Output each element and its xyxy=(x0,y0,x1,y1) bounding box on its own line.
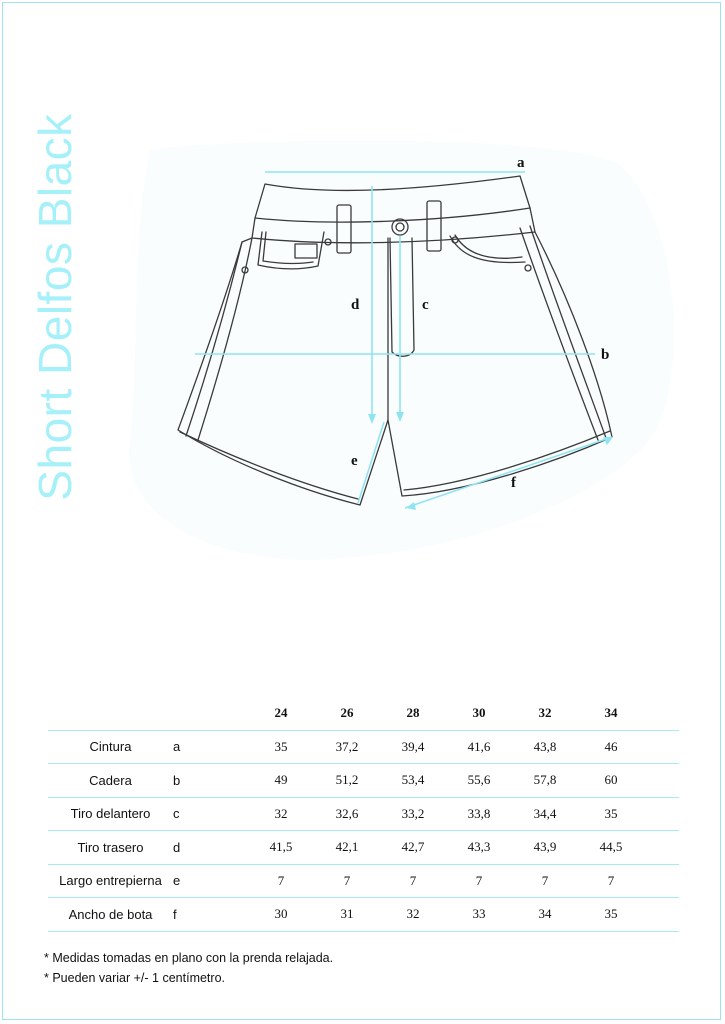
measure-value: 51,2 xyxy=(314,764,380,798)
measure-name: Cintura xyxy=(48,730,173,764)
size-header: 30 xyxy=(446,697,512,730)
measure-value: 7 xyxy=(578,864,644,898)
measure-value: 41,5 xyxy=(248,831,314,865)
header-blank xyxy=(48,697,173,730)
measure-value: 43,8 xyxy=(512,730,578,764)
measure-value: 49 xyxy=(248,764,314,798)
size-header-row xyxy=(48,697,679,730)
measure-name: Ancho de bota xyxy=(48,898,173,932)
measure-name: Cadera xyxy=(48,764,173,798)
table-row xyxy=(48,898,679,932)
measure-code: d xyxy=(173,831,248,865)
measure-value: 46 xyxy=(578,730,644,764)
measure-value: 32,6 xyxy=(314,797,380,831)
measure-code: f xyxy=(173,898,248,932)
table-row xyxy=(48,831,679,865)
header-blank-end xyxy=(644,697,679,730)
label-a: a xyxy=(517,155,525,171)
measure-value: 43,9 xyxy=(512,831,578,865)
label-e: e xyxy=(351,453,358,469)
measure-value: 31 xyxy=(314,898,380,932)
measure-value: 44,5 xyxy=(578,831,644,865)
measure-value: 41,6 xyxy=(446,730,512,764)
table-row xyxy=(48,764,679,798)
measure-value: 35 xyxy=(248,730,314,764)
measure-value: 37,2 xyxy=(314,730,380,764)
measure-code: c xyxy=(173,797,248,831)
measure-value: 33,2 xyxy=(380,797,446,831)
measure-value: 30 xyxy=(248,898,314,932)
row-end xyxy=(644,831,679,865)
row-end xyxy=(644,730,679,764)
product-title: Short Delfos Black xyxy=(29,113,81,501)
measure-value: 43,3 xyxy=(446,831,512,865)
measure-value: 7 xyxy=(446,864,512,898)
measure-value: 34 xyxy=(512,898,578,932)
measure-value: 57,8 xyxy=(512,764,578,798)
measure-value: 34,4 xyxy=(512,797,578,831)
size-header: 32 xyxy=(512,697,578,730)
measure-value: 42,1 xyxy=(314,831,380,865)
size-table xyxy=(48,697,679,932)
size-header: 28 xyxy=(380,697,446,730)
measure-name: Largo entrepierna xyxy=(48,864,173,898)
measure-value: 39,4 xyxy=(380,730,446,764)
label-d: d xyxy=(351,297,360,313)
measure-name: Tiro delantero xyxy=(48,797,173,831)
measure-value: 33,8 xyxy=(446,797,512,831)
measure-value: 55,6 xyxy=(446,764,512,798)
table-row xyxy=(48,730,679,764)
measure-value: 35 xyxy=(578,898,644,932)
measure-value: 33 xyxy=(446,898,512,932)
size-header: 26 xyxy=(314,697,380,730)
measure-code: e xyxy=(173,864,248,898)
table-row xyxy=(48,797,679,831)
table-row xyxy=(48,864,679,898)
notes xyxy=(44,948,333,988)
note-line: * Medidas tomadas en plano con la prenda relajada. xyxy=(44,951,334,965)
label-b: b xyxy=(601,347,610,363)
header-blank-code xyxy=(173,697,248,730)
measure-value: 53,4 xyxy=(380,764,446,798)
measure-value: 32 xyxy=(380,898,446,932)
measure-value: 32 xyxy=(248,797,314,831)
row-end xyxy=(644,764,679,798)
measure-value: 42,7 xyxy=(380,831,446,865)
size-header: 34 xyxy=(578,697,644,730)
size-header: 24 xyxy=(248,697,314,730)
measure-code: a xyxy=(173,730,248,764)
note-line: * Pueden variar +/- 1 centímetro. xyxy=(44,971,225,985)
measure-value: 7 xyxy=(512,864,578,898)
measure-name: Tiro trasero xyxy=(48,831,173,865)
measure-value: 35 xyxy=(578,797,644,831)
row-end xyxy=(644,898,679,932)
measure-code: b xyxy=(173,764,248,798)
measure-value: 7 xyxy=(248,864,314,898)
label-c: c xyxy=(422,297,429,313)
measure-value: 60 xyxy=(578,764,644,798)
row-end xyxy=(644,864,679,898)
label-f: f xyxy=(511,475,516,491)
measure-value: 7 xyxy=(380,864,446,898)
diagram-background xyxy=(129,141,674,560)
row-end xyxy=(644,797,679,831)
measure-value: 7 xyxy=(314,864,380,898)
